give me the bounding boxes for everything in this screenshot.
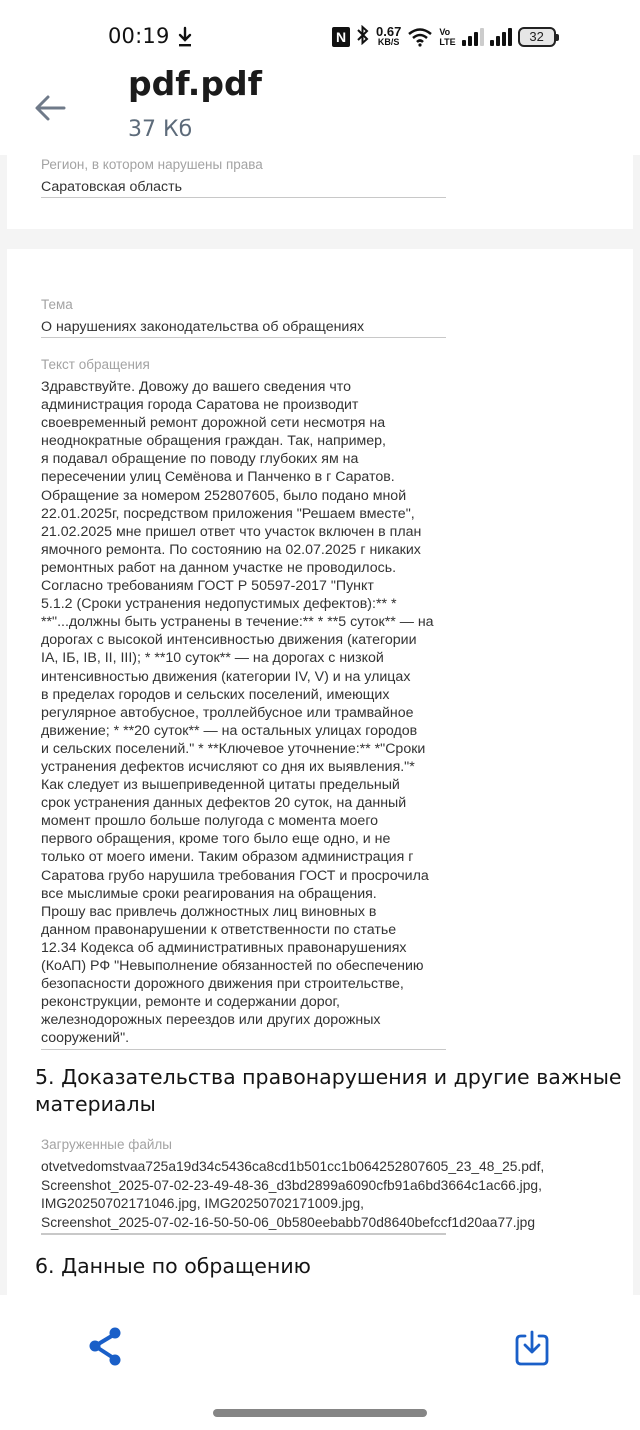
volte-icon: Vo LTE	[439, 27, 456, 47]
file-entry: Screenshot_2025-07-02-23-49-48-36_d3bd2899a6090cfb91a6bd3664c1ac66.jpg,	[41, 1177, 542, 1193]
file-size: 37 Кб	[128, 117, 193, 142]
back-button[interactable]	[30, 88, 70, 128]
download-notification-icon	[176, 26, 194, 48]
file-entry: Screenshot_2025-07-02-16-50-50-06_0b580eebabb70d8640befccf1d20aa77.jpg	[41, 1214, 536, 1230]
region-label: Регион, в котором нарушены права	[41, 157, 263, 172]
file-entry: otvetvedomstvaa725a19d34c5436ca8cd1b501cc1b064252807605_23_48_25.pdf,	[41, 1159, 545, 1174]
section-5-title: 5. Доказательства правонарушения и другие важные материалы	[35, 1065, 622, 1116]
download-to-device-icon	[512, 1328, 552, 1368]
region-value: Саратовская область	[41, 179, 446, 198]
network-speed: 0.67 KB/S	[376, 24, 402, 47]
topic-value: О нарушениях законодательства об обращениях	[41, 319, 446, 338]
document-card-region	[7, 155, 633, 229]
file-name: pdf.pdf	[128, 64, 262, 103]
save-to-device-button[interactable]	[512, 1328, 552, 1368]
arrow-left-icon	[30, 88, 70, 128]
appeal-text-label: Текст обращения	[41, 357, 150, 372]
status-time: 00:19	[108, 24, 170, 48]
status-icons	[332, 24, 556, 50]
pdf-document-viewport[interactable]	[0, 155, 640, 1295]
section-6-title: 6. Данные по обращению	[35, 1254, 311, 1278]
signal-sim2-icon	[490, 28, 512, 46]
wifi-icon	[407, 27, 433, 47]
file-entry: IMG20250702171046.jpg, IMG20250702171009.jpg,	[41, 1196, 364, 1211]
files-underline	[41, 1233, 446, 1235]
appeal-text-value: Здравствуйте. Довожу до вашего сведения что администрация города Саратова не производит своевременный ремонт дорожной сети несмотря на неоднократные обращения граждан. Так, например, я подавал обращение по поводу глубоких ям на пересечении улиц Семёнова и Панченко в г Саратов. Обращение за номером 252807605, было подано мной 22.01.2025г, посредством приложения "Решаем вместе", 21.02.2025 мне пришел ответ что участок включен в план ямочного ремонта. По состоянию на 02.07.2025 г никаких ремонтных работ на данном участке не проводилось. Согласно требованиям ГОСТ Р 50597-2017 "Пункт 5.1.2 (Сроки устранения недопустимых дефектов):** * **"...должны быть устранены в течение:** * **5 суток** — на дорогах с высокой интенсивностью движения (категории IA, IБ, IB, II, III); * **10 суток** — на дорогах с низкой интенсивностью движения (категории IV, V) и на улицах в пределах городов и сельских поселений, имеющих регулярное автобусное, троллейбусное или трамвайное движение; * **20 суток** — на остальных улицах городов и сельских поселений." * **Ключевое уточнение:** *"Сроки устранения дефектов исчисляют со дня их выявления."* Как следует из вышеприведенной цитаты предельный срок устранения данных дефектов 20 суток, на данный момент прошло больше полугода с момента моего первого обращения, кроме того было еще одно, и не только от моего имени. Таким образом администрация г Саратова грубо нарушила требования ГОСТ и просрочила все мыслимые сроки реагирования на обращения. Прошу вас привлечь должностных лиц виновных в данном правонарушении к ответственности по статье 12.34 Кодекса об административных правонарушениях (КоАП) РФ "Невыполнение обязанностей по обеспечению безопасности дорожного движения при строительстве, реконструкции, ремонте и содержании дорог, железнодорожных переездов или других дорожных сооружений".	[41, 378, 446, 1050]
status-bar	[0, 0, 640, 72]
bluetooth-icon	[356, 25, 370, 49]
uploaded-files-label: Загруженные файлы	[41, 1137, 172, 1152]
document-card-appeal	[7, 249, 633, 1295]
home-indicator[interactable]	[213, 1409, 427, 1417]
uploaded-files-value	[41, 1158, 611, 1234]
nfc-icon: N	[332, 27, 350, 47]
battery-icon: 32	[518, 27, 556, 47]
share-icon	[86, 1325, 126, 1369]
bottom-action-bar	[0, 1295, 640, 1430]
topic-label: Тема	[41, 297, 73, 312]
share-button[interactable]	[86, 1325, 126, 1369]
signal-sim1-icon	[462, 28, 484, 46]
